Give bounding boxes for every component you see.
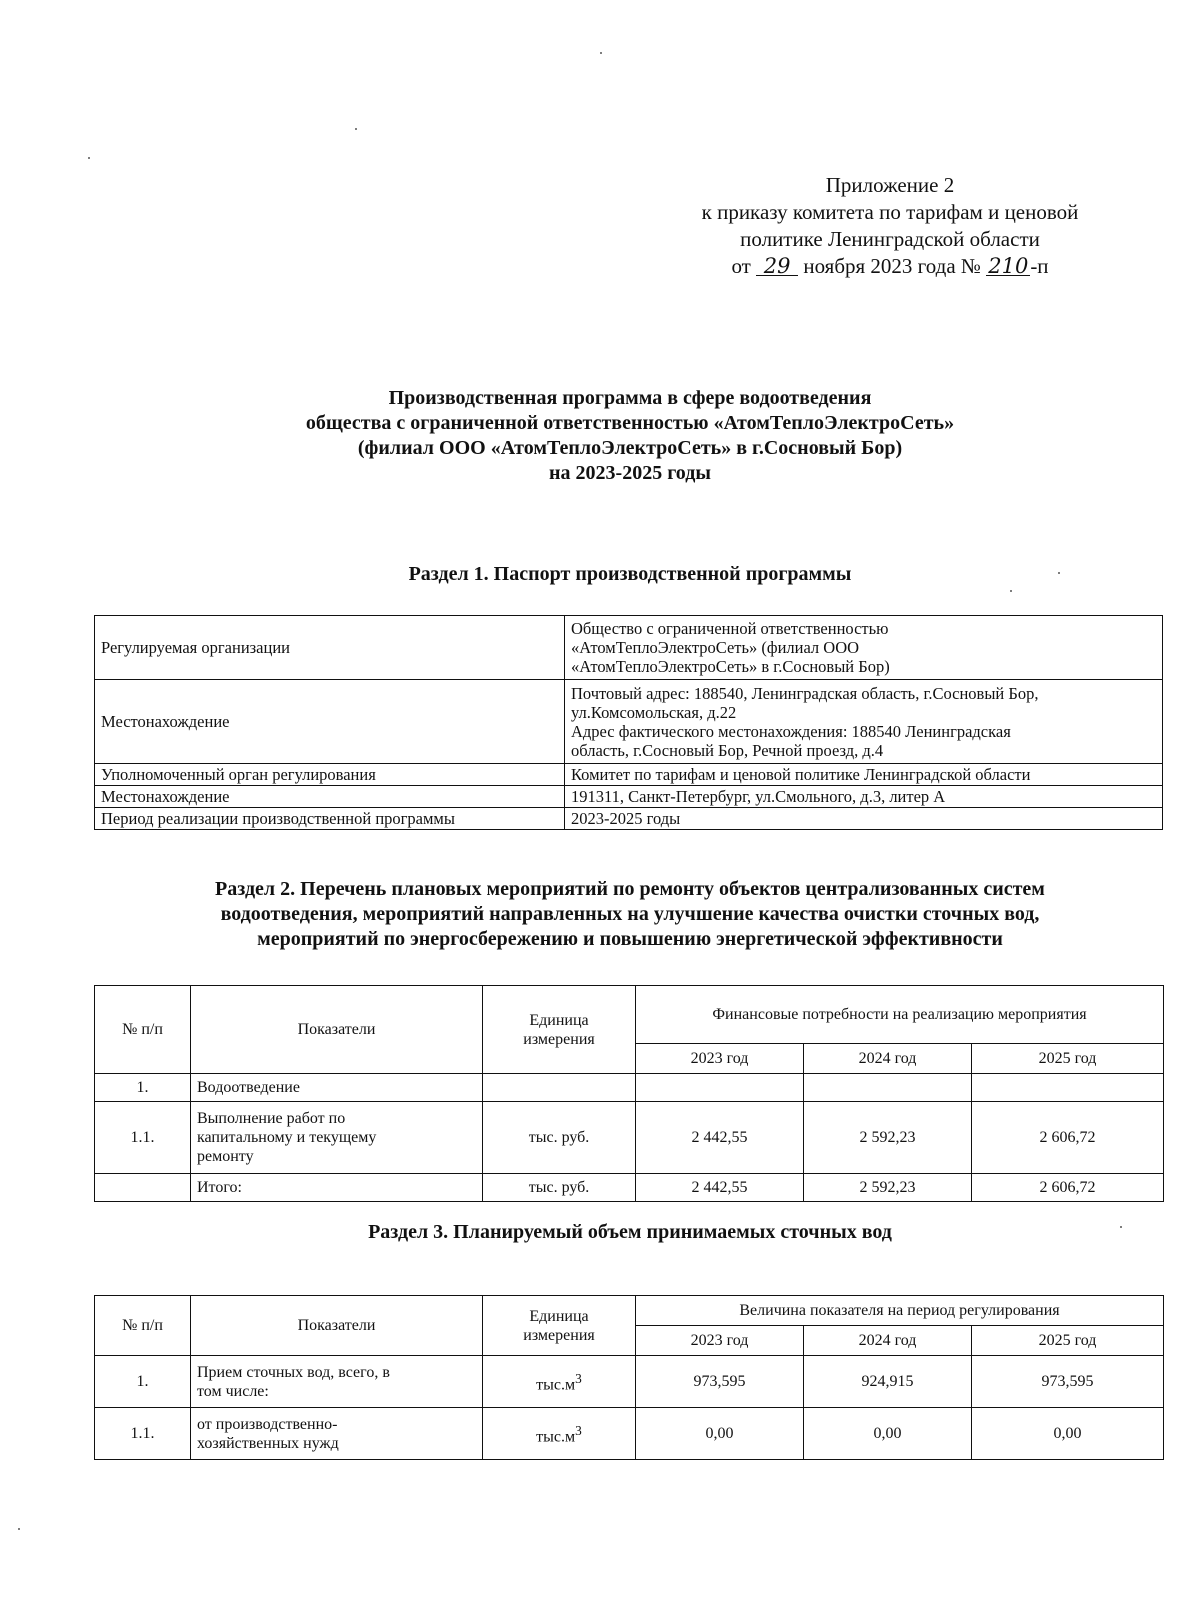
cell-num: 1. xyxy=(95,1356,191,1408)
appendix-line3: политике Ленинградской области xyxy=(740,227,1040,251)
table-row xyxy=(95,1074,1164,1102)
header-unit-line2: измерения xyxy=(523,1030,595,1048)
value-line: «АтомТеплоЭлектроСеть» в г.Сосновый Бор) xyxy=(571,657,890,676)
indicator-line: ремонту xyxy=(197,1148,254,1165)
appendix-reference xyxy=(640,172,1140,280)
cell-2025 xyxy=(972,1074,1164,1102)
header-2023: 2023 год xyxy=(636,1044,804,1074)
passport-label: Местонахождение xyxy=(95,786,565,808)
section1-title-text: Раздел 1. Паспорт производственной программы xyxy=(408,563,852,585)
indicator-line: том числе: xyxy=(197,1382,269,1400)
header-num: № п/п xyxy=(95,986,191,1074)
program-title xyxy=(90,386,1170,486)
cell-2023 xyxy=(636,1074,804,1102)
scan-speck xyxy=(1010,590,1012,592)
table-header-row xyxy=(95,986,1164,1044)
cell-2025: 973,595 xyxy=(972,1356,1164,1408)
passport-label: Местонахождение xyxy=(95,680,565,764)
unit-base: тыс.м xyxy=(536,1428,576,1446)
cell-2025: 0,00 xyxy=(972,1408,1164,1460)
cell-indicator xyxy=(191,1408,483,1460)
cell-2025: 2 606,72 xyxy=(972,1102,1164,1174)
passport-value: Комитет по тарифам и ценовой политике Ленинградской области xyxy=(565,764,1163,786)
indicator-line: капитальному и текущему xyxy=(197,1129,377,1146)
cell-num: 1. xyxy=(95,1074,191,1102)
cell-unit: тыс. руб. xyxy=(483,1174,636,1202)
passport-value xyxy=(565,616,1163,680)
indicator-line: Прием сточных вод, всего, в xyxy=(197,1363,390,1381)
cell-num: 1.1. xyxy=(95,1408,191,1460)
header-2023: 2023 год xyxy=(636,1326,804,1356)
cell-indicator: Водоотведение xyxy=(191,1074,483,1102)
passport-table xyxy=(94,615,1163,830)
table-header-row xyxy=(95,1296,1164,1326)
passport-label: Уполномоченный орган регулирования xyxy=(95,764,565,786)
cell-2023: 2 442,55 xyxy=(636,1174,804,1202)
appendix-line2: к приказу комитета по тарифам и ценовой xyxy=(701,200,1079,224)
section2-title-line1: Раздел 2. Перечень плановых мероприятий по ремонту объектов централизованных систем xyxy=(215,878,1045,900)
cell-2025: 2 606,72 xyxy=(972,1174,1164,1202)
cell-2023: 0,00 xyxy=(636,1408,804,1460)
passport-value: 2023-2025 годы xyxy=(565,808,1163,830)
cell-unit xyxy=(483,1356,636,1408)
cell-2024: 2 592,23 xyxy=(804,1102,972,1174)
number-suffix: -п xyxy=(1030,254,1049,278)
date-middle: ноября 2023 года № xyxy=(803,254,981,278)
cell-2024: 0,00 xyxy=(804,1408,972,1460)
table-row xyxy=(95,786,1163,808)
passport-value: 191311, Санкт-Петербург, ул.Смольного, д.3, литер А xyxy=(565,786,1163,808)
header-indicators: Показатели xyxy=(191,986,483,1074)
header-num: № п/п xyxy=(95,1296,191,1356)
title-line4: на 2023-2025 годы xyxy=(549,462,711,484)
repair-measures-table xyxy=(94,985,1164,1202)
value-line: ул.Комсомольская, д.22 xyxy=(571,702,737,722)
header-unit-line1: Единица xyxy=(529,1011,589,1029)
header-2024: 2024 год xyxy=(804,1044,972,1074)
cell-unit xyxy=(483,1074,636,1102)
cell-2023: 2 442,55 xyxy=(636,1102,804,1174)
handwritten-order-number: 210 xyxy=(988,254,1029,278)
date-prefix: от xyxy=(731,254,751,278)
cell-2023: 973,595 xyxy=(636,1356,804,1408)
title-line2: общества с ограниченной ответственностью «АтомТеплоЭлектроСеть» xyxy=(305,412,955,434)
cell-num: 1.1. xyxy=(95,1102,191,1174)
header-indicators: Показатели xyxy=(191,1296,483,1356)
header-2025: 2025 год xyxy=(972,1044,1164,1074)
unit-base: тыс.м xyxy=(536,1376,576,1394)
title-line3: (филиал ООО «АтомТеплоЭлектроСеть» в г.Сосновый Бор) xyxy=(357,437,903,459)
cell-2024: 924,915 xyxy=(804,1356,972,1408)
header-unit-line1: Единица xyxy=(529,1307,589,1325)
header-unit xyxy=(483,1296,636,1356)
section2-title-line3: мероприятий по энергосбережению и повышению энергетической эффективности xyxy=(257,928,1003,950)
scan-speck xyxy=(88,157,90,159)
value-line: область, г.Сосновый Бор, Речной проезд, д.4 xyxy=(571,740,884,760)
indicator-line: от производственно- xyxy=(197,1415,338,1433)
table-row xyxy=(95,616,1163,680)
table-row xyxy=(95,680,1163,764)
table-row xyxy=(95,808,1163,830)
passport-label: Регулируемая организации xyxy=(95,616,565,680)
indicator-line: Выполнение работ по xyxy=(197,1110,346,1127)
scan-speck xyxy=(355,128,357,130)
unit-superscript: 3 xyxy=(575,1370,582,1386)
cell-indicator: Итого: xyxy=(191,1174,483,1202)
header-unit-line2: измерения xyxy=(523,1326,595,1344)
header-regulation-period: Величина показателя на период регулирования xyxy=(636,1296,1164,1326)
table-row xyxy=(95,1408,1164,1460)
header-financial-needs: Финансовые потребности на реализацию мероприятия xyxy=(636,986,1164,1044)
section2-title xyxy=(90,877,1170,952)
appendix-line1: Приложение 2 xyxy=(825,173,955,197)
header-2025: 2025 год xyxy=(972,1326,1164,1356)
cell-unit xyxy=(483,1408,636,1460)
cell-num xyxy=(95,1174,191,1202)
indicator-line: хозяйственных нужд xyxy=(197,1434,339,1452)
section1-title xyxy=(90,562,1170,587)
header-2024: 2024 год xyxy=(804,1326,972,1356)
section2-title-line2: водоотведения, мероприятий направленных на улучшение качества очистки сточных вод, xyxy=(220,903,1040,925)
cell-2024 xyxy=(804,1074,972,1102)
passport-value xyxy=(565,680,1163,764)
table-row xyxy=(95,1102,1164,1174)
cell-2024: 2 592,23 xyxy=(804,1174,972,1202)
cell-indicator xyxy=(191,1356,483,1408)
table-row-total xyxy=(95,1174,1164,1202)
header-unit xyxy=(483,986,636,1074)
value-line: Почтовый адрес: 188540, Ленинградская область, г.Сосновый Бор, xyxy=(571,683,1039,703)
cell-indicator xyxy=(191,1102,483,1174)
table-row xyxy=(95,1356,1164,1408)
section3-title-text: Раздел 3. Планируемый объем принимаемых сточных вод xyxy=(368,1221,892,1243)
passport-label: Период реализации производственной программы xyxy=(95,808,565,830)
value-line: «АтомТеплоЭлектроСеть» (филиал ООО xyxy=(571,638,860,657)
unit-superscript: 3 xyxy=(575,1422,582,1438)
value-line: Общество с ограниченной ответственностью xyxy=(571,619,889,638)
appendix-date-line xyxy=(640,253,1140,280)
handwritten-day: 29 xyxy=(756,257,798,276)
table-row xyxy=(95,764,1163,786)
title-line1: Производственная программа в сфере водоотведения xyxy=(388,387,872,409)
value-line: Адрес фактического местонахождения: 188540 Ленинградская xyxy=(571,721,1011,741)
cell-unit: тыс. руб. xyxy=(483,1102,636,1174)
section3-title xyxy=(90,1220,1170,1245)
scan-speck xyxy=(18,1528,20,1530)
wastewater-volume-table xyxy=(94,1295,1164,1460)
scan-speck xyxy=(600,52,602,54)
